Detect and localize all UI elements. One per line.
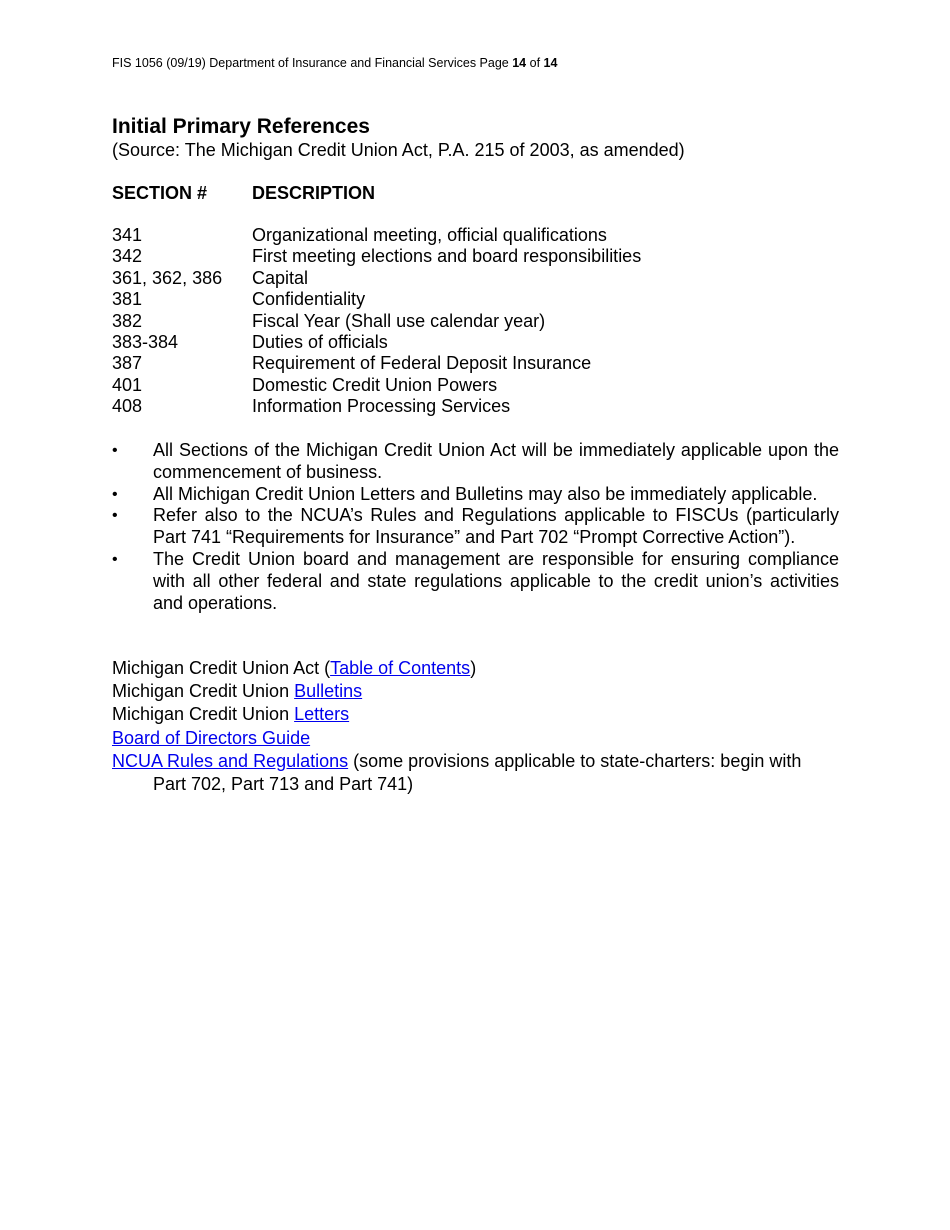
bullet-text: Refer also to the NCUA’s Rules and Regulations applicable to FISCUs (particularly Part 741 “Requirements for Insurance” and Part 702 “Prompt Corrective Action”). xyxy=(153,505,839,548)
bullet-text: All Michigan Credit Union Letters and Bulletins may also be immediately applicable. xyxy=(153,483,818,504)
bullet-text: All Sections of the Michigan Credit Union Act will be immediately applicable upon the commencement of business. xyxy=(153,440,839,482)
bullet-icon: • xyxy=(112,485,118,503)
section-column-header: SECTION # xyxy=(112,183,208,203)
section-number: 382 xyxy=(112,310,143,331)
header-form-text: FIS 1056 (09/19) Department of Insurance and Financial Services Page xyxy=(112,56,513,70)
description-column-header: DESCRIPTION xyxy=(252,183,376,203)
list-item xyxy=(112,484,839,506)
section-description: Requirement of Federal Deposit Insurance xyxy=(252,353,592,374)
act-prefix: Michigan Credit Union Act ( xyxy=(112,658,331,678)
table-row xyxy=(112,375,812,396)
table-row xyxy=(112,246,812,267)
bullet-icon: • xyxy=(112,507,118,525)
table-row xyxy=(112,332,812,353)
section-number: 342 xyxy=(112,246,143,267)
section-description: First meeting elections and board responsibilities xyxy=(252,246,642,267)
section-number: 401 xyxy=(112,374,143,395)
section-description: Organizational meeting, official qualifications xyxy=(252,225,607,245)
section-number: 408 xyxy=(112,396,143,417)
source-note: (Source: The Michigan Credit Union Act, P.A. 215 of 2003, as amended) xyxy=(112,140,685,160)
act-suffix: ) xyxy=(470,658,477,678)
bullet-icon: • xyxy=(112,550,118,568)
section-description: Fiscal Year (Shall use calendar year) xyxy=(252,310,546,331)
table-row xyxy=(112,311,812,332)
bulletins-line xyxy=(112,680,839,703)
section-number: 381 xyxy=(112,289,143,310)
letters-line xyxy=(112,703,839,726)
board-of-directors-guide-link[interactable]: Board of Directors Guide xyxy=(112,727,311,748)
references-table xyxy=(112,225,812,418)
table-row xyxy=(112,353,812,374)
resource-links xyxy=(112,657,839,796)
section-number: 383-384 xyxy=(112,331,179,352)
section-number: 361, 362, 386 xyxy=(112,267,223,288)
letters-prefix: Michigan Credit Union xyxy=(112,704,295,725)
bulletins-link[interactable]: Bulletins xyxy=(294,681,363,702)
section-title: Initial Primary References xyxy=(112,115,370,138)
bullet-icon: • xyxy=(112,442,118,459)
section-number: 387 xyxy=(112,353,143,374)
list-item xyxy=(112,505,839,549)
board-line xyxy=(112,727,839,750)
bullet-list xyxy=(112,440,839,614)
ncua-continuation: Part 702, Part 713 and Part 741) xyxy=(153,774,414,795)
ncua-suffix: (some provisions applicable to state-charters: begin with xyxy=(348,750,802,771)
bullet-text: The Credit Union board and management are responsible for ensuring compliance with all other federal and state regulations applicable to the credit union’s activities and operations. xyxy=(153,548,839,613)
letters-link[interactable]: Letters xyxy=(294,704,350,725)
header-page-current: 14 xyxy=(512,56,527,70)
table-row xyxy=(112,289,812,310)
act-line xyxy=(112,657,839,680)
section-description: Duties of officials xyxy=(252,331,388,352)
table-of-contents-link[interactable]: Table of Contents xyxy=(330,658,471,678)
table-row xyxy=(112,225,812,246)
list-item xyxy=(112,549,839,614)
header-page-total: 14 xyxy=(543,56,558,70)
page-header xyxy=(112,55,557,71)
section-description: Information Processing Services xyxy=(252,396,511,417)
table-row xyxy=(112,396,812,417)
section-description: Confidentiality xyxy=(252,289,366,310)
section-description: Capital xyxy=(252,267,309,288)
section-description: Domestic Credit Union Powers xyxy=(252,374,498,395)
ncua-rules-link[interactable]: NCUA Rules and Regulations xyxy=(112,750,349,771)
ncua-line xyxy=(112,750,839,773)
bulletins-prefix: Michigan Credit Union xyxy=(112,681,295,702)
table-row xyxy=(112,268,812,289)
list-item xyxy=(112,440,839,484)
section-number: 341 xyxy=(112,225,143,245)
header-page-of: of xyxy=(526,56,544,70)
